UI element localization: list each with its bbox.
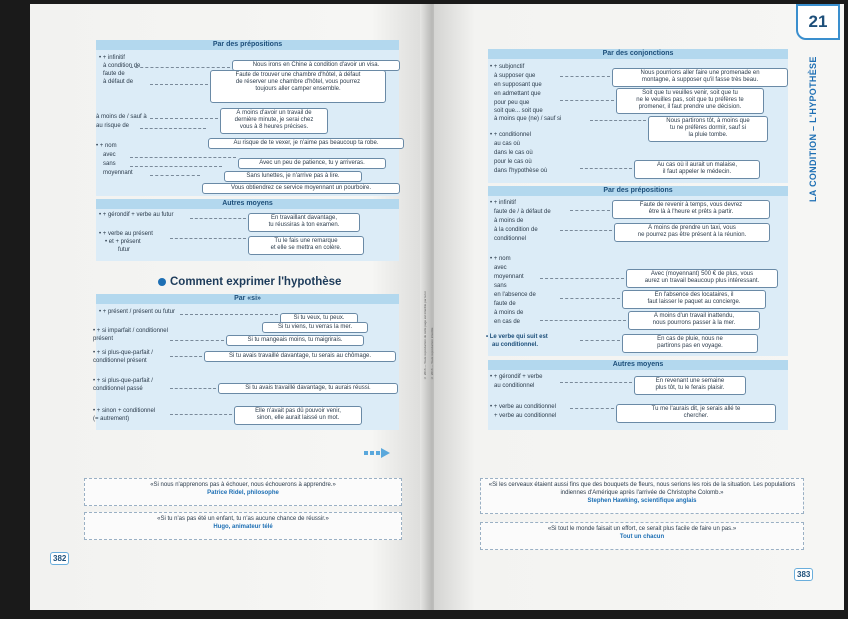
example-bubble: Si tu avais travaillé davantage, tu aurais réussi. [218,383,398,394]
rule-item: (= autrement) [93,416,130,422]
example-bubble [248,236,364,255]
example-line: Faute de trouver une chambre d'hôtel, à défaut [235,72,361,78]
rule-item: • + gérondif + verbe au futur [99,212,174,218]
connector-line [580,168,632,169]
example-line: ne le veuilles pas, soit que tu préfères te [636,97,744,103]
rule-item: • + nom [96,143,117,149]
bullet-dot-icon [158,278,166,286]
example-line: À moins d'un travail inattendu, [653,313,735,319]
rule-item: sans [103,161,116,167]
example-line: toujours aller camper ensemble. [255,86,341,92]
note-text: au conditionnel. [492,342,538,348]
rule-item: • + sinon + conditionnel [93,408,156,414]
rule-item: pour peu que [494,100,530,106]
rule-item: • + conditionnel [490,132,531,138]
quote-text: «Si tu n'as pas été un enfant, tu n'as aucune chance de réussir.» [157,516,329,522]
example-bubble [612,200,770,219]
rule-item: • + verbe au conditionnel [490,404,556,410]
example-bubble [614,223,770,242]
example-line: Au cas où il aurait un malaise, [656,162,738,168]
connector-line [150,175,200,176]
example-bubble [622,334,758,353]
example-bubble: Nous irons en Chine à condition d'avoir un visa. [232,60,400,71]
connector-line [540,278,624,279]
example-line: Nous pourrions aller faire une promenade en [640,70,760,76]
example-line: En revenant une semaine [655,378,725,384]
connector-line [130,166,222,167]
quote-box [84,512,402,540]
connector-line [130,67,230,68]
rule-item: à moins de [494,310,524,316]
example-bubble [234,406,362,425]
example-bubble: Si tu mangeais moins, tu maigrirais. [226,335,364,346]
example-bubble [220,108,328,134]
rule-item: • + infinitif [99,55,125,61]
example-bubble: Sans lunettes, je n'arrive pas à lire. [224,171,362,182]
example-bubble [616,88,764,114]
rule-item: à défaut de [103,79,134,85]
chapter-title-text: LA CONDITION – L'HYPOTHÈSE [808,56,818,202]
connector-line [570,210,610,211]
example-line: Soit que tu veuilles venir, soit que tu [642,90,738,96]
quote-text: «Si tout le monde faisait un effort, ce serait plus facile de faire un pas.» [547,526,737,532]
rule-item: • + si plus-que-parfait / [93,350,153,356]
rule-item: • + présent / présent ou futur [99,309,175,315]
example-line: En cas de pluie, nous ne [657,336,723,342]
copyright-notice: © 2016 — Toute reproduction interdite [430,327,434,380]
example-line: être là à l'heure et prêts à partir. [648,209,734,215]
example-line: En l'absence des locataires, il [654,292,734,298]
example-line: aurez un travail beaucoup plus intéressant. [644,278,760,284]
rule-item: avec [494,265,507,271]
rule-item: à moins que (ne) / sauf si [494,116,562,122]
example-bubble [248,213,360,232]
example-line: promener, il faut prendre une décision. [638,104,742,110]
rule-item: en supposant que [494,82,542,88]
rule-item: au cas où [494,141,521,147]
quote-text: «Si nous n'apprenons pas à échouer, nous échouerons à apprendre.» [150,482,336,488]
connector-line [560,382,632,383]
example-bubble [210,70,386,103]
example-bubble [634,376,746,395]
rule-item: • et + présent [105,239,141,245]
rule-item: en admettant que [494,91,541,97]
connector-line [590,120,646,121]
connector-line [130,157,236,158]
example-line: chercher. [683,413,709,419]
rule-item: pour le cas où [494,159,532,165]
rule-item: au conditionnel [494,383,535,389]
rule-item: conditionnel [494,236,527,242]
example-bubble: Si tu veux, tu peux. [280,313,358,324]
example-line: montagne, à supposer qu'il fasse très beau. [641,77,759,83]
rule-item: • + si imparfait / conditionnel [93,328,168,334]
rule-item: à moins de / sauf à [96,114,147,120]
rule-item: conditionnel présent [93,358,147,364]
example-line: vous à 8 heures précises. [239,124,309,130]
section-header: Par «si» [96,294,399,304]
next-arrow-icon [364,448,390,458]
example-line: ne pourrez pas être présent à la réunion. [637,232,747,238]
example-bubble [634,160,760,179]
rule-item: • + subjonctif [490,64,525,70]
example-line: Avec (moyennant) 500 € de plus, vous [650,271,754,277]
example-bubble [648,116,768,142]
connector-line [150,118,218,119]
connector-line [570,408,614,409]
note-text: • Le verbe qui suit est [486,334,548,340]
example-line: et elle se mettra en colère. [270,245,342,251]
section-header: Autres moyens [96,199,399,209]
connector-line [560,230,612,231]
rule-item: au risque de [96,123,130,129]
example-line: Tu le fais une remarque [274,238,338,244]
connector-line [190,218,246,219]
rule-item: • + gérondif + verbe [490,374,543,380]
example-line: tu réussiras à ton examen. [268,222,340,228]
section-heading [158,276,341,288]
example-bubble [622,290,766,309]
example-line: À moins d'avoir un travail de [236,110,312,116]
example-bubble [616,404,776,423]
connector-line [560,298,620,299]
rule-item: en l'absence de [494,292,536,298]
example-line: nous pourrons passer à la mer. [652,320,736,326]
rule-item: faute de [103,71,125,77]
example-bubble [612,68,788,87]
rule-item: présent [93,336,114,342]
example-line: il faut appeler le médecin. [662,169,732,175]
rule-item: dans le cas où [494,150,533,156]
rule-item: faute de [494,301,516,307]
example-bubble: Si tu avais travaillé davantage, tu serais au chômage. [204,351,396,362]
example-bubble: Avec un peu de patience, tu y arriveras. [238,158,386,169]
example-line: sinon, elle aurait laissé un mot. [256,415,340,421]
rule-item: soit que... soit que [494,108,543,114]
rule-item: avec [103,152,116,158]
rule-item: conditionnel passé [93,386,143,392]
connector-line [150,84,208,85]
example-line: À moins de prendre un taxi, vous [648,225,736,231]
quote-author: Stephen Hawking, scientifique anglais [587,498,697,504]
rule-item: • + verbe au présent [99,231,153,237]
quote-author: Hugo, animateur télé [213,524,273,530]
connector-line [560,100,614,101]
example-bubble: Au risque de te vexer, je n'aime pas beaucoup ta robe. [208,138,404,149]
connector-line [140,128,206,129]
chapter-number-tab: 21 [796,4,840,40]
quote-box [84,478,402,506]
section-header: Autres moyens [488,360,788,370]
rule-item: moyennant [103,170,133,176]
connector-line [170,388,216,389]
section-header: Par des conjonctions [488,49,788,59]
rule-item: • + si plus-que-parfait / [93,378,153,384]
connector-line [560,76,610,77]
example-line: dernière minute, je serai chez [234,117,314,123]
example-line: Faute de revenir à temps, vous devrez [639,202,743,208]
connector-line [170,356,202,357]
example-bubble [626,269,778,288]
rule-item: à moins de [494,218,524,224]
connector-line [170,414,232,415]
heading-text: Comment exprimer l'hypothèse [170,276,342,288]
rule-item [486,334,548,342]
section-header: Par des prépositions [96,40,399,50]
quote-box [480,522,804,550]
connector-line [540,320,626,321]
rule-item: en cas de [494,319,521,325]
rule-item: à la condition de [494,227,538,233]
connector-line [580,340,620,341]
rule-item [492,342,538,350]
rule-item: moyennant [494,274,524,280]
example-line: tu ne préfères dormir, sauf si [669,125,747,131]
quote-box [480,478,804,514]
example-line: Tu me l'aurais dit, je serais allé te [651,406,741,412]
example-line: la pluie tombe. [688,132,728,138]
example-bubble: Vous obtiendrez ce service moyennant un pourboire. [202,183,400,194]
quote-author: Patrice Ridel, philosophe [207,490,279,496]
rule-item: • + nom [490,256,511,262]
example-line: partirons pas en voyage. [657,343,723,349]
copyright-notice: © 2016 — Toute reproduction de cette page est interdite par la loi [423,291,427,380]
connector-line [180,314,278,315]
rule-item: à condition de [103,63,141,69]
example-line: Nous partirons tôt, à moins que [666,118,750,124]
example-line: faut laisser le paquet au concierge. [647,299,741,305]
example-line: de réserver une chambre d'hôtel, vous pourrez [235,79,361,85]
rule-item: faute de / à défaut de [494,209,551,215]
example-bubble: Si tu viens, tu verras la mer. [262,322,368,333]
rule-item: futur [118,247,131,253]
example-bubble [628,311,760,330]
example-line: Elle n'avait pas dû pouvoir venir, [255,408,341,414]
rule-item: sans [494,283,507,289]
example-line: En travaillant davantage, [270,215,338,221]
page-number: 383 [794,568,813,581]
rule-item: • + infinitif [490,200,516,206]
chapter-title-vertical [808,52,824,202]
rule-item: + verbe au conditionnel [494,413,557,419]
rule-item: à supposer que [494,73,536,79]
example-line: plus tôt, tu le ferais plaisir. [655,385,725,391]
quote-author: Tout un chacun [619,534,665,540]
page-number: 382 [50,552,69,565]
connector-line [170,238,246,239]
quote-text: «Si les cerveaux étaient aussi fins que des bouquets de fleurs, nous serions les rois de la situation. Les populations indiennes d'Amérique après l'arrivée de Christophe Colomb.» [488,482,796,496]
connector-line [170,340,224,341]
section-header: Par des prépositions [488,186,788,196]
rule-item: dans l'hypothèse où [494,168,548,174]
